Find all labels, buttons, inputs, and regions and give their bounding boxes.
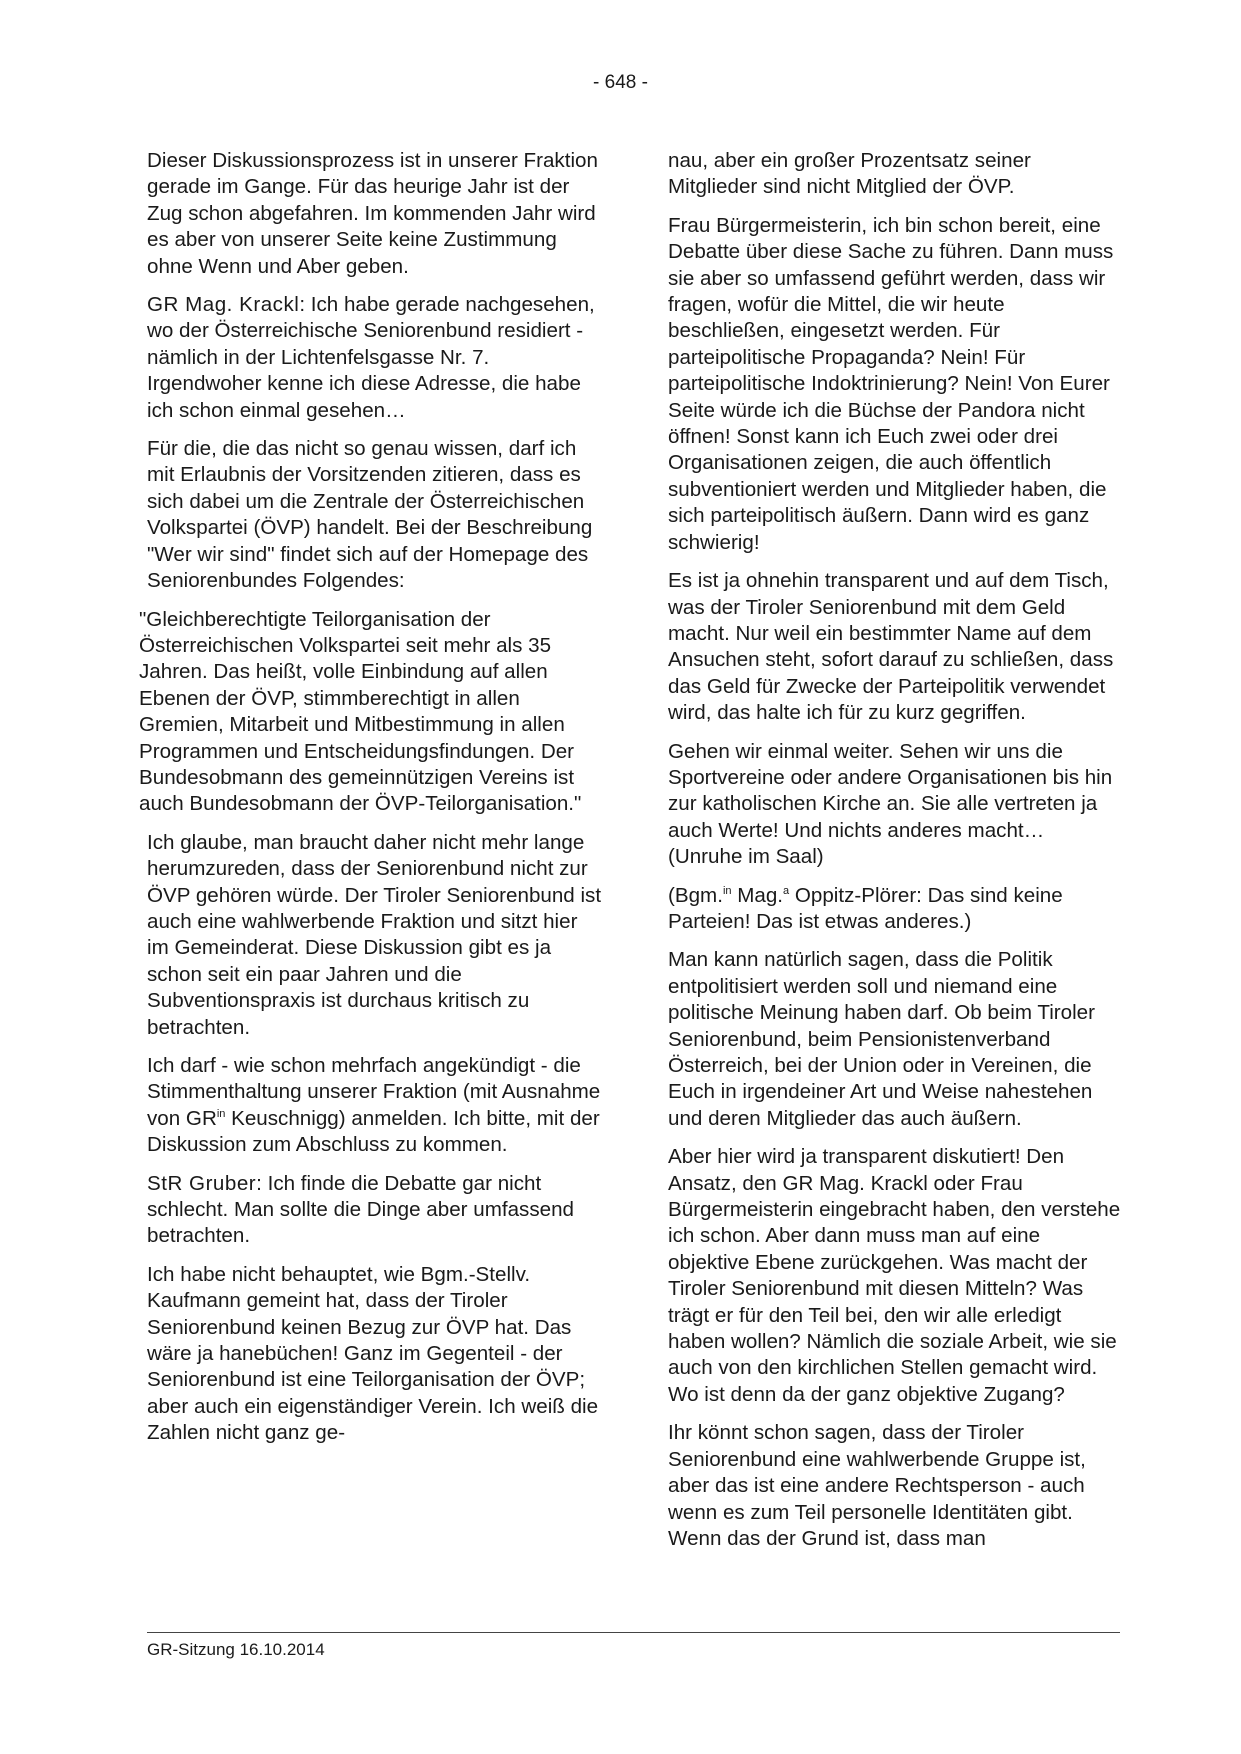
paragraph: Frau Bürgermeisterin, ich bin schon bereit, eine Debatte über diese Sache zu führen. Dann muss sie aber so umfassend geführt werden, dass wir fragen, wofür die Mittel, die wir heute beschließen, eingesetzt werden. Für parteipolitische Propaganda? Nein! Für parteipolitische Indoktrinierung? Nein! Von Eurer Seite würde ich die Büchse der Pandora nicht öffnen! Sonst kann ich Euch zwei oder drei Organisationen zeigen, die auch öffentlich subventioniert werden und Mitglieder haben, die sich parteipolitisch äußern. Dann wird es ganz schwierig! xyxy=(668,213,1114,554)
superscript: a xyxy=(783,884,790,897)
paragraph xyxy=(147,1171,602,1250)
paragraph: Ich glaube, man braucht daher nicht mehr lange herumzureden, dass der Seniorenbund nicht zur ÖVP gehören würde. Der Tiroler Seniorenbund ist auch eine wahlwerbende Fraktion und sitzt hier im Gemeinderat. Diese Diskussion gibt es ja schon seit ein paar Jahren und die Subventionspraxis ist durchaus kritisch zu betrachten. xyxy=(147,830,602,1039)
paragraph-text: Mag. xyxy=(731,883,784,907)
paragraph xyxy=(668,883,1123,936)
superscript: in xyxy=(216,1107,226,1120)
right-column xyxy=(668,148,1123,1564)
page-number: - 648 - xyxy=(593,72,648,93)
paragraph-text: (Bgm. xyxy=(668,883,723,907)
footer-session-date: GR-Sitzung 16.10.2014 xyxy=(147,1640,325,1659)
paragraph-text: Oppitz-Plörer: Das sind keine Parteien! Das ist etwas anderes.) xyxy=(668,883,1063,933)
footer-divider xyxy=(147,1632,1120,1633)
paragraph: Für die, die das nicht so genau wissen, darf ich mit Erlaubnis der Vorsitzenden zitieren, dass es sich dabei um die Zentrale der Österreichischen Volkspartei (ÖVP) handelt. Bei der Beschreibung "Wer wir sind" findet sich auf der Homepage des Seniorenbundes Folgendes: xyxy=(147,437,593,593)
paragraph: Dieser Diskussionsprozess ist in unserer Fraktion gerade im Gange. Für das heurige Jahr ist der Zug schon abgefahren. Im kommenden Jahr wird es aber von unserer Seite keine Zustimmung ohne Wenn und Aber geben. xyxy=(147,149,598,278)
paragraph-text: : Ich finde die Debatte gar nicht schlecht. Man sollte die Dinge aber umfassend betrachten. xyxy=(147,1171,574,1248)
speaker-name: StR Gruber xyxy=(147,1171,257,1195)
speaker-name: GR Mag. Krackl xyxy=(147,293,300,317)
paragraph: Man kann natürlich sagen, dass die Politik entpolitisiert werden soll und niemand eine politische Meinung haben darf. Ob beim Tiroler Seniorenbund, beim Pensionistenverband Österreich, bei der Union oder in Vereinen, die Euch in irgendeiner Art und Weise nahestehen und deren Mitglieder das auch äußern. xyxy=(668,948,1095,1130)
paragraph: Ihr könnt schon sagen, dass der Tiroler Seniorenbund eine wahlwerbende Gruppe ist, aber das ist eine andere Rechtsperson - auch wenn es zum Teil personelle Identitäten gibt. Wenn das der Grund ist, dass man xyxy=(668,1421,1086,1550)
paragraph: Aber hier wird ja transparent diskutiert! Den Ansatz, den GR Mag. Krackl oder Frau Bürgermeisterin eingebracht haben, den verstehe ich schon. Aber dann muss man auf eine objektive Ebene zurückgehen. Was macht der Tiroler Seniorenbund mit diesen Mitteln? Was trägt er für den Teil bei, den wir alle erledigt haben wollen? Nämlich die soziale Arbeit, wie sie auch von den kirchlichen Stellen gemacht wird. Wo ist denn da der ganz objektive Zugang? xyxy=(668,1145,1121,1406)
paragraph xyxy=(147,1053,602,1159)
paragraph-text: Ich darf - wie schon mehrfach angekündigt - die Stimmenthaltung unserer Fraktion (mit Ausnahme von GR xyxy=(147,1054,601,1130)
paragraph xyxy=(147,292,602,424)
left-column xyxy=(139,148,602,1459)
paragraph-text: Keuschnigg) anmelden. Ich bitte, mit der Diskussion zum Abschluss zu kommen. xyxy=(147,1106,600,1157)
paragraph: Ich habe nicht behauptet, wie Bgm.-Stellv. Kaufmann gemeint hat, dass der Tiroler Seniorenbund keinen Bezug zur ÖVP hat. Das wäre ja hanebüchen! Ganz im Gegenteil - der Seniorenbund ist eine Teilorganisation der ÖVP; aber auch ein eigenständiger Verein. Ich weiß die Zahlen nicht ganz ge- xyxy=(147,1262,599,1445)
paragraph: Gehen wir einmal weiter. Sehen wir uns die Sportvereine oder andere Organisationen bis hin zur katholischen Kirche an. Sie alle vertreten ja auch Werte! Und nichts anderes macht… (Unruhe im Saal) xyxy=(668,739,1113,869)
paragraph: nau, aber ein großer Prozentsatz seiner Mitglieder sind nicht Mitglied der ÖVP. xyxy=(668,149,1031,199)
quote-paragraph: "Gleichberechtigte Teilorganisation der Österreichischen Volkspartei seit mehr als 35 Jahren. Das heißt, volle Einbindung auf allen Ebenen der ÖVP, stimmberechtigt in allen Gremien, Mitarbeit und Mitbestimmung in allen Programmen und Entscheidungsfindungen. Der Bundesobmann des gemeinnützigen Vereins ist auch Bundesobmann der ÖVP-Teilorganisation." xyxy=(139,607,582,816)
superscript: in xyxy=(722,884,732,897)
paragraph-text: : Ich habe gerade nachgesehen, wo der Österreichische Seniorenbund residiert - nämlich in der Lichtenfelsgasse Nr. 7. Irgendwoher kenne ich diese Adresse, die habe ich schon einmal gesehen… xyxy=(147,293,595,422)
paragraph: Es ist ja ohnehin transparent und auf dem Tisch, was der Tiroler Seniorenbund mit dem Geld macht. Nur weil ein bestimmter Name auf dem Ansuchen steht, sofort darauf zu schließen, dass das Geld für Zwecke der Parteipolitik verwendet wird, das halte ich für zu kurz gegriffen. xyxy=(668,569,1114,725)
